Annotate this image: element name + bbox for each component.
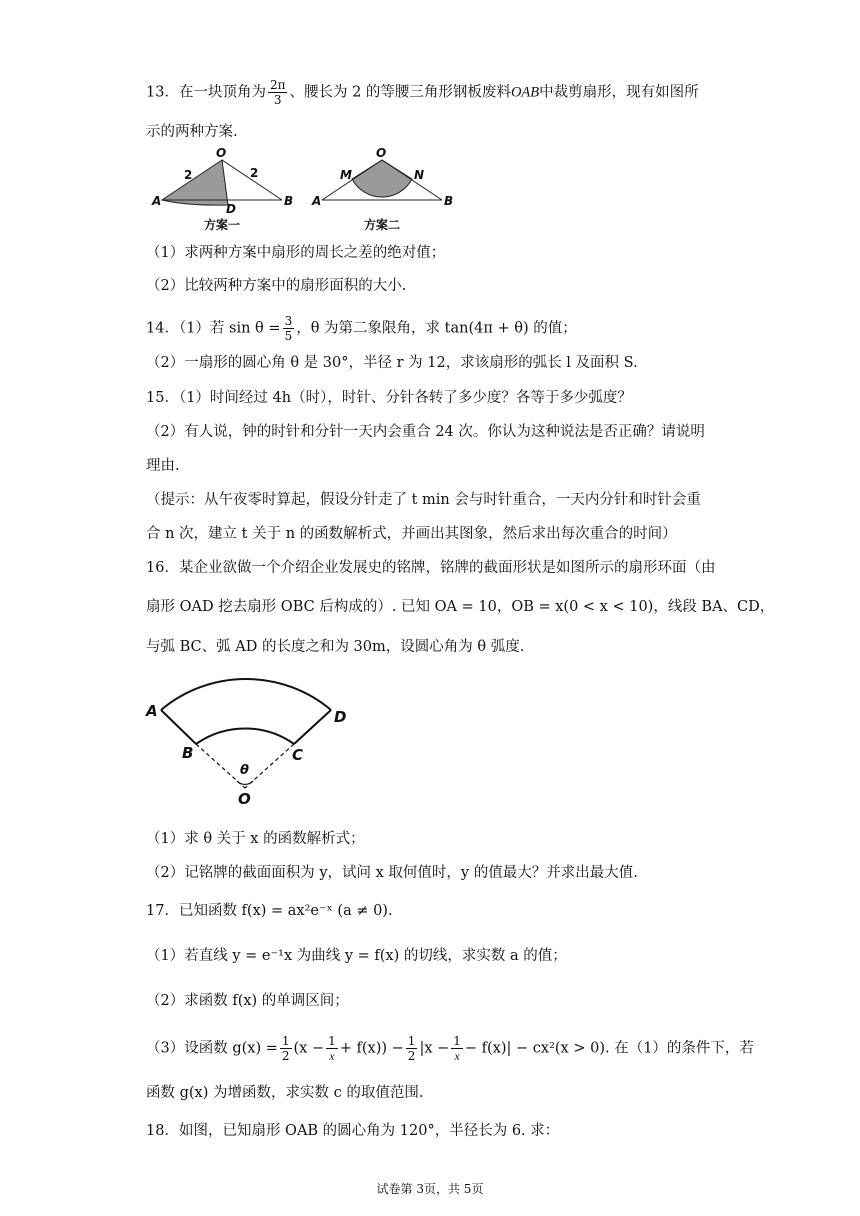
q17-inv-2 xyxy=(451,1034,463,1063)
q17-p3-text-e: − f(x)| − cx²(x > 0). 在（1）的条件下，若 xyxy=(464,1040,754,1057)
annular-sector-svg xyxy=(146,668,356,812)
q13-part2: （2）比较两种方案中的扇形面积的大小. xyxy=(146,278,407,294)
q17-inv-1-den: x xyxy=(329,1049,335,1063)
q17-p3-text-b: (x − xyxy=(293,1040,325,1057)
page-footer: 试卷第 3页，共 5页 xyxy=(376,1182,484,1196)
fig16-label-o: O xyxy=(238,790,251,808)
q13-oab: OAB xyxy=(510,84,540,101)
q15-hint-line2: 合 n 次，建立 t 关于 n 的函数解析式，并画出其图象，然后求出每次重合的时间） xyxy=(146,526,677,542)
q13-text-a: 13．在一块顶角为 xyxy=(146,84,266,101)
segment-cd xyxy=(294,710,331,744)
plan2-label-b: B xyxy=(444,194,454,208)
segment-ba xyxy=(161,710,196,744)
q17-p3-text-c: + f(x)) − xyxy=(339,1040,404,1057)
q17-half-2-den: 2 xyxy=(407,1049,416,1063)
q13-frac-den: 3 xyxy=(273,93,282,107)
q13-part1: （1）求两种方案中扇形的周长之差的绝对值； xyxy=(146,245,446,261)
q17-p3-text-a: （3）设函数 g(x) = xyxy=(146,1040,278,1057)
q17-line1: 17．已知函数 f(x) = ax²e⁻ˣ (a ≠ 0). xyxy=(146,903,393,919)
fig16-label-b: B xyxy=(182,744,194,762)
q15-part2-line2: 理由. xyxy=(146,458,180,474)
inner-arc-bc xyxy=(196,728,294,744)
q13-figure-plan2 xyxy=(308,148,458,232)
q17-part3-line2: 函数 g(x) 为增函数，求实数 c 的取值范围. xyxy=(146,1085,424,1101)
q17-p3-text-d: |x − xyxy=(419,1040,450,1057)
plan2-caption: 方案二 xyxy=(364,218,401,232)
fig16-label-d: D xyxy=(334,708,347,726)
q14-text-b: ，θ 为第二象限角，求 tan(4π + θ) 的值； xyxy=(296,320,577,337)
q17-half-2 xyxy=(406,1034,418,1063)
q16-part2: （2）记铭牌的截面面积为 y，试问 x 取何值时，y 的值最大？并求出最大值. xyxy=(146,865,638,881)
q17-part3-line1 xyxy=(146,1034,754,1063)
plan1-label-o: O xyxy=(216,146,227,160)
q17-inv-2-den: x xyxy=(454,1049,460,1063)
q15-part2-line1: （2）有人说，钟的时针和分针一天内会重合 24 次。你认为这种说法是否正确？请说明 xyxy=(146,424,705,440)
q14-frac-num: 3 xyxy=(284,314,293,328)
q17-part1: （1）若直线 y = e⁻¹x 为曲线 y = f(x) 的切线，求实数 a 的值； xyxy=(146,948,567,964)
fig16-label-a: A xyxy=(146,702,158,720)
q16-line2: 扇形 OAD 挖去扇形 OBC 后构成的）. 已知 OA = 10，OB = x(0 < x < 10)，线段 BA、CD， xyxy=(146,599,775,615)
q13-frac-num: 2π xyxy=(269,78,286,92)
q15-part1: 15．（1）时间经过 4h（时），时针、分针各转了多少度？各等于多少弧度？ xyxy=(146,390,632,406)
plan2-label-m: M xyxy=(340,168,352,182)
q17-inv-1-num: 1 xyxy=(328,1034,336,1048)
q17-inv-1 xyxy=(326,1034,338,1063)
q17-half-1-den: 2 xyxy=(281,1049,290,1063)
q13-figure-plan1 xyxy=(148,148,298,232)
q16-part1: （1）求 θ 关于 x 的函数解析式； xyxy=(146,831,365,847)
q13-text-c: 中裁剪扇形，现有如图所 xyxy=(539,84,699,101)
fig16-label-c: C xyxy=(292,746,304,764)
q13-line1 xyxy=(146,78,726,107)
plan2-sector xyxy=(352,160,412,197)
q14-fraction xyxy=(283,314,295,343)
q17-half-2-num: 1 xyxy=(407,1034,416,1048)
plan2-label-a: A xyxy=(312,194,322,208)
fig16-label-theta: θ xyxy=(240,763,249,778)
q14-line1 xyxy=(146,314,726,343)
plan1-side-left: 2 xyxy=(184,168,193,182)
q14-frac-den: 5 xyxy=(284,329,293,343)
q18-line1: 18．如图，已知扇形 OAB 的圆心角为 120°，半径长为 6. 求： xyxy=(146,1123,560,1139)
q17-half-1 xyxy=(280,1034,292,1063)
q17-half-1-num: 1 xyxy=(281,1034,290,1048)
outer-arc-ad xyxy=(161,679,331,710)
q13-text-b: 、腰长为 2 的等腰三角形钢板废料 xyxy=(289,84,511,101)
plan2-label-n: N xyxy=(414,168,425,182)
q14-part2: （2）一扇形的圆心角 θ 是 30°，半径 r 为 12，求该扇形的弧长 l 及面积 S. xyxy=(146,355,638,371)
q15-hint-line1: （提示：从午夜零时算起，假设分针走了 t min 会与时针重合，一天内分针和时针会重 xyxy=(146,492,701,508)
theta-arc xyxy=(237,781,253,784)
q13-fraction xyxy=(268,78,288,107)
plan1-sector xyxy=(162,160,228,205)
q17-inv-2-num: 1 xyxy=(453,1034,461,1048)
plan1-label-b: B xyxy=(284,194,294,208)
q13-line2: 示的两种方案. xyxy=(146,124,238,140)
q16-line1: 16．某企业欲做一个介绍企业发展史的铭牌，铭牌的截面形状是如图所示的扇形环面（由 xyxy=(146,560,716,576)
plan1-label-a: A xyxy=(152,194,162,208)
plan2-label-o: O xyxy=(376,146,387,160)
q16-line3: 与弧 BC、弧 AD 的长度之和为 30m，设圆心角为 θ 弧度. xyxy=(146,639,525,655)
plan1-label-d: D xyxy=(226,202,236,216)
q16-figure-annular-sector xyxy=(146,668,356,812)
plan1-caption: 方案一 xyxy=(204,218,241,232)
plan1-side-right: 2 xyxy=(250,166,259,180)
q14-text-a: 14．（1）若 sin θ = xyxy=(146,320,281,337)
q17-part2: （2）求函数 f(x) 的单调区间； xyxy=(146,993,349,1009)
